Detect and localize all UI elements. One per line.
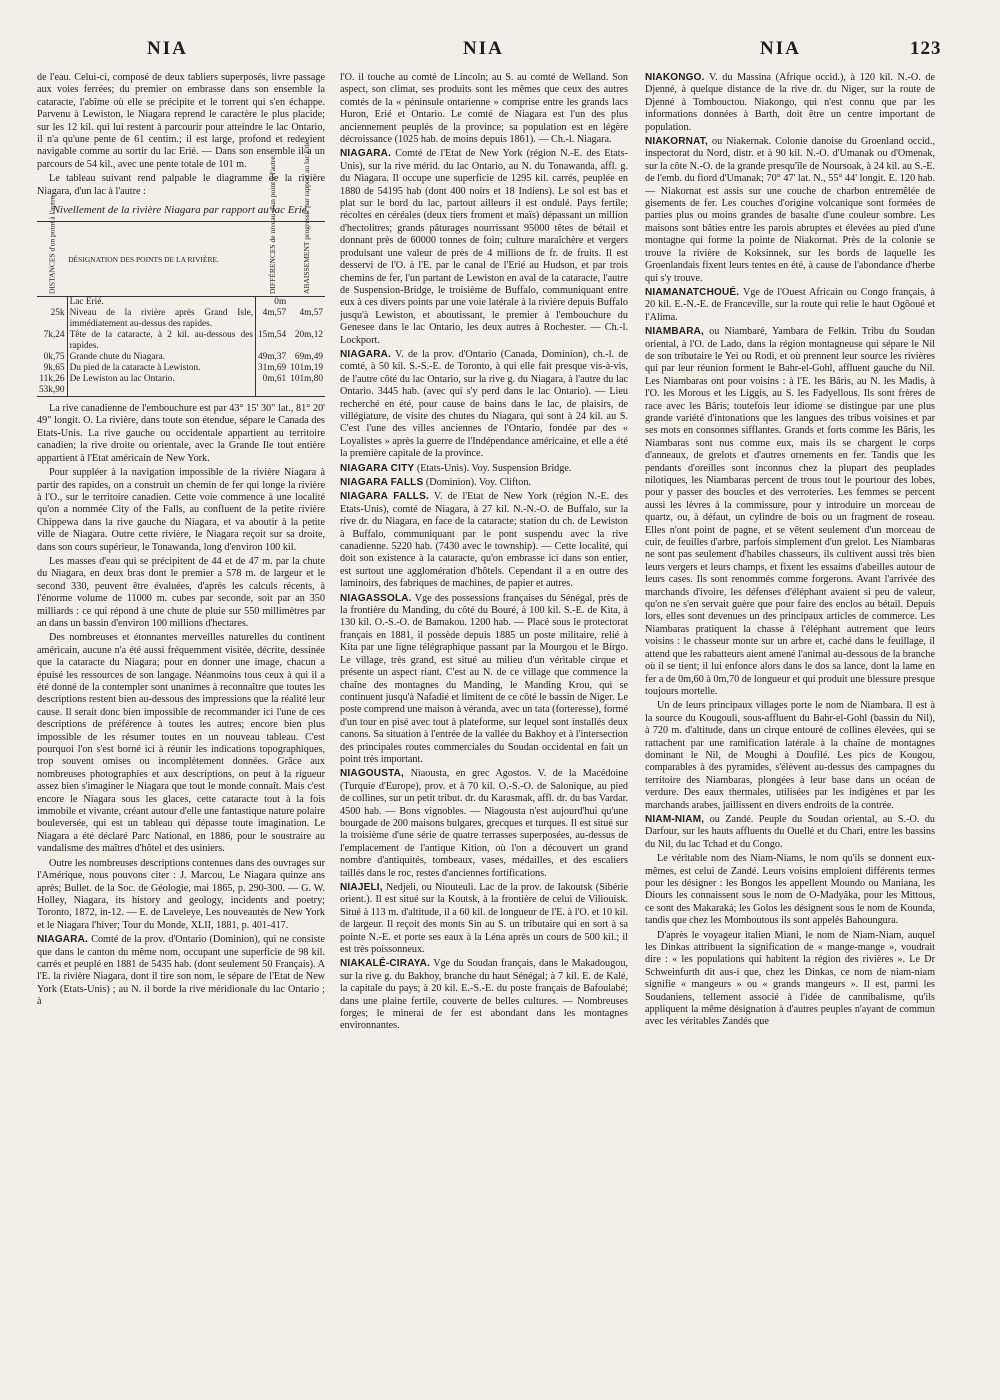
- paragraph: Un de leurs principaux villages porte le nom de Niambara. Il est à la source du Kougouli, sous-affluent du Bahr-el-Gohl (bassin du Nil), à 720 m. d'altitude, dans un cirque entouré de collines élevées, qui se rattachent par une ramification latérale à la chaîne de montagnes dominant le Nil, de Moughi à Doufilé. Les pics de Kougou, comparables à des pyramides, s'élèvent au-dessus des campagnes du territoire des Niambaras, plongées à leur base dans un océan de verdure. Des eaux thermales, utilisées par les indigènes et par les marchands arabes, jaillissent en divers endroits de la contrée.: [645, 700, 935, 811]
- table-cell: [67, 385, 255, 397]
- entry-text: ou Niambaré, Yambara de Felkin. Tribu du Soudan oriental, à l'O. de Lado, dans la région montagneuse qui sépare le Nil de son tributaire le Yei ou Rodi, et où prennent leur source les rivières qui par leur réunion forment le Bahr-el-Gohl, affluent gauche du Nil. Les Niambaras ont pour voisins : à l'E. les Bâris, au N. les Madis, à l'O. les Morous et les Liggis, au S. les Fadyellous. Ils sont frères de race avec les Bâris; toutefois leur idiome se distingue par une plus grande variété d'intonations que les langues des tribus voisines et par ses mots en consonnes sifflantes. Grands et forts comme les Bâris, les Niambaras sont nus comme eux, mais ils se chargent le corps d'anneaux, de grelots et d'autres ornements en fer. Tandis que les pendants d'oreilles sont inconnus chez la plupart des peuplades nilotiques, les Niambaras percent de trous tout le pourtour des lobes, pour y passer des boucles et des verroteries. Les femmes se percent aussi les lèvres à la commissure, pour y introduire un morceau de quartz, ou, à défaut, un cylindre de bois ou un fragment de roseau. Elles n'ont point de pagne, et se vêtent seulement d'un morceau de cuir, de feuilles d'arbre, parfois simplement d'un grelot. Les Niambaras ne sont pas seulement d'habiles chasseurs, ils cultivent aussi très bien leurs vergers et leurs champs, et fixent les essaims d'abeilles autour de leurs cases. Ils sont renommés comme forgerons. Avant l'arrivée des marchands d'ivoire, les défenses d'éléphant avaient si peu de valeur, qu'on ne s'en servait guère que pour faire des enclos au bétail. Depuis lors, elles sont devenues un des principaux articles de commerce. Les Niambaras pratiquent la chasse à l'éléphant autrement que leurs voisins : le chasseur monte sur un arbre et, caché dans le feuillage, il attend que les rabatteurs aient amené l'animal au-dessous de la branche où il se tient; il lui enfonce alors dans le dos sa lance, dont la lame en fer a de 0m,60 à 0m,70 de longueur et qui produit une blessure presque toujours mortelle.: [645, 326, 935, 697]
- table-cell: 0k,75: [43, 352, 65, 363]
- table-cell: Grande chute du Niagara.: [67, 352, 255, 363]
- running-head-center: NIA: [463, 38, 504, 59]
- table-cell: [288, 385, 325, 397]
- entry-text: Comté de la prov. d'Ontario (Dominion), qui ne consiste que dans le canton du même nom, occupant une superficie de 98 kil. carrés et peuplé en 1881 de 5435 hab. (dont seulement 50 Français). A l'E. la rivière Niagara, dont il tire son nom, le sépare de l'Etat de New York (Etats-Unis) ; au N. il borde la rive méridionale du lac Ontario ; à: [37, 934, 325, 1008]
- entry: [340, 593, 628, 767]
- entry: [340, 148, 628, 347]
- table-cell: 101m,80: [290, 374, 323, 385]
- entry: [340, 349, 628, 461]
- table-title: Nivellement de la rivière Niagara par rapport au lac Erié.: [52, 204, 310, 217]
- entry: [645, 814, 935, 851]
- entry-text: ou Niakernak. Colonie danoise du Groenland occid., inspectorat du Nord, distr. et à 90 kil. N.-O. d'Umanak ou d'Omenak, sur la côte N.-O. de la grande presqu'île de Noursoak, à 24 kil. au S.-E. de l'emb. du fiord d'Umanak; 70° 47' lat. N., 55° 44' longit. E. 120 hab. — Niakornat est assis sur une couche de charbon entremêlée de gisements de fer. Les couches d'origine volcanique sont formées de parties plus ou moins grandes de basalte d'une couleur sombre. Les maisons sont bâties entre les parois abruptes et élevées au pied d'une montagne qui forme la pointe de Niakornat. Près de la colonie se trouve la rivière de Koksinnek, sur les bords de laquelle les Groenlandais fixent leurs tentes en été, à cause de l'abondance d'herbe qui s'y trouve.: [645, 136, 935, 284]
- table-cell: 20m,12: [294, 330, 323, 341]
- table-cell: 9k,65: [43, 363, 65, 374]
- entry-text: (Dominion). Voy. Clifton.: [425, 477, 531, 488]
- entry-text: Vge des possessions françaises du Sénégal, près de la frontière du Manding, du côté du Bouré, à 100 kil. S.-E. de Kita, à 130 kil. O.-S.-O. de Bamakou. 1200 hab. — Placé sous le protectorat français en 1881, il possède depuis 1885 un poste militaire, relié à Kita par une ligne télégraphique passant par la Mourgou et le Birgo. Le village, très grand, est situé au milieu d'un véritable cirque et présente un aspect riant. C'est au N. de ce village que commence la chaîne des montagnes du Manding, le Manding Krou, qui se continuent jusqu'à Nafadié et limitent de ce côté le bassin de Niger. Le poste comprend une maison à véranda, avec un tata (forteresse), formé d'un tour en pisé avec tout à plateforme, sur lequel sont installés deux canons. Sa situation à l'entrée de la vallée du Bakhoy et à l'intersection des principales routes commerciales du Soudan occidental en fait un point très important.: [340, 592, 628, 765]
- table-cell: [256, 385, 289, 397]
- entry: [645, 136, 935, 285]
- entry-headword: NIAGARA CITY: [340, 462, 415, 474]
- entry: [340, 882, 628, 956]
- entry-headword: NIAGARA FALLS.: [340, 491, 429, 503]
- entry: [340, 958, 628, 1032]
- entry-headword: NIAM-NIAM,: [645, 813, 705, 825]
- entry: [340, 768, 628, 880]
- table-cell: 0m,61: [262, 374, 287, 385]
- entry-text: Vge de l'Ouest Africain ou Congo français, à 20 kil. E.-N.-E. de Franceville, sur la route qui relie le haut Ogôoué et l'Alima.: [645, 286, 935, 323]
- entry-text: Niaousta, en grec Agostos. V. de la Macédoine (Turquie d'Europe), prov. et à 70 kil. O.-S.-O. de Salonique, au pied de collines, sur un petit tribut. dr. du Karasmak, affl. dr. du bas Vardar. 4500 hab. — Bons vignobles. — Niagousta n'est aujourd'hui qu'une bourgade de 200 maisons bulgares, grecques et turques. Il est situé sur la troisième d'une série de quatre terrasses superposées, au-dessus de l'emplacement de l'antique Kition, où l'on a découvert un grand nombre d'antiquités, tombeaux, vases, médailles, et des escaliers taillés dans le roc, restes d'anciennes fortifications.: [340, 768, 628, 879]
- entry-headword: NIAGARA.: [37, 934, 89, 946]
- entry: [645, 72, 935, 134]
- table-row: [37, 374, 325, 385]
- paragraph: de l'eau. Celui-ci, composé de deux tabliers superposés, livre passage aux voies ferrées; du premier on embrasse dans son ensemble la cataracte, l'abîme où elle se précipite et le torrent qui s'en échappe. Parvenu à Lewiston, le Niagara reprend le caractère le plus placide; sur les 12 kil. qui lui restent à parcourir pour atteindre le lac Ontario, il n'a qu'une pente de 61 centim.; il est large, profond et redevient navigable comme au sortir du lac Erié. — Dans son ensemble il a un parcours de 54 kil., avec une pente totale de 101 m.: [37, 72, 325, 170]
- table-cell: Lac Erié.: [67, 297, 255, 309]
- table-cell: 101m,19: [290, 363, 323, 374]
- table-cell: Tête de la cataracte, à 2 kil. au-dessous des rapides.: [67, 330, 255, 352]
- entry: [340, 463, 628, 475]
- entry-headword: NIAGARA.: [340, 348, 392, 360]
- entry-headword: NIAGARA.: [340, 148, 392, 160]
- entry: [340, 477, 628, 489]
- entry-headword: NIAKALÉ-CIRAYA.: [340, 958, 431, 970]
- paragraph: Le véritable nom des Niam-Niams, le nom qu'ils se donnent eux-mêmes, est celui de Zandé. Leurs voisins emploient différents termes pour les désigner : les Bongos les appellent Moundo ou Maniana, les Diours les connaissent sous le nom de O-Madyâka, pour les Mittous, ce sont des Makaraká; les Golos les désignent sous le nom de Kounda, tandis que chez les Momboutous ils sont appelés Bahoungura.: [645, 853, 935, 927]
- entry-niagara-ontario: [37, 934, 325, 1008]
- table-cell: [288, 297, 325, 309]
- table-header: DÉSIGNATION DES POINTS DE LA RIVIÈRE.: [67, 222, 255, 297]
- entry-headword: NIAGOUSTA,: [340, 768, 405, 780]
- table-row: [37, 352, 325, 363]
- entry-text: ou Zandé. Peuple du Soudan oriental, au S.-O. du Darfour, sur les hauts affluents du Ouellé et du Chari, entre les bassins du Nil, du lac Tchad et du Congo.: [645, 813, 935, 850]
- entry-text: V. du Massina (Afrique occid.), à 120 kil. N.-O. de Djenné, à quelque distance de la rive dr. du Niger, sur la route de Djenné à Tombouctou. Niakongo, qui n'est connu que par les informations données à Barth, doit être un centre important de population.: [645, 72, 935, 133]
- entry-headword: NIAMBARA,: [645, 326, 705, 338]
- paragraph: Le tableau suivant rend palpable le diagramme de la rivière Niagara, d'un lac à l'autre :: [37, 173, 325, 197]
- table-cell: Niveau de la rivière après Grand Isle, immédiatement au-dessus des rapides.: [67, 308, 255, 330]
- table-row: [37, 385, 325, 397]
- table-cell: 0m: [274, 297, 287, 308]
- table-cell: 31m,69: [258, 363, 287, 374]
- entry-headword: NIAKONGO.: [645, 72, 705, 83]
- page-number: 123: [910, 38, 942, 59]
- table-cell: 7k,24: [43, 330, 65, 341]
- table-cell: 15m,54: [258, 330, 287, 341]
- entry: [340, 491, 628, 590]
- table-cell: 4m,57: [262, 308, 287, 319]
- running-head-right: NIA: [760, 38, 801, 59]
- paragraph: Pour suppléer à la navigation impossible de la rivière Niagara à partir des rapides, on a construit un chemin de fer qui longe la rivière à l'O., sur le territoire canadien. Cette voie commence à une localité qu'on a nommée City of the Falls, au confluent de la petite rivière Chippewa dans la rive gauche du Niagara, et va aboutir à la petite ville de Niagara. Outre cette rivière, le Niagara reçoit sur sa droite, dans son cours supérieur, le Tonawanda, long d'environ 100 kil.: [37, 467, 325, 553]
- table-cell: 4m,57: [299, 308, 323, 319]
- entry-headword: NIAGASSOLA.: [340, 592, 412, 604]
- table-row: [37, 308, 325, 330]
- running-head-left: NIA: [147, 38, 188, 59]
- paragraph: Outre les nombreuses descriptions contenues dans des ouvrages sur l'Amérique, nous pouvons citer : J. Marcou, Le Niagara quinze ans après; Bullet. de la Soc. de Géologie, mai 1865, p. 290-300. — G. W. Holley, Niagara, its history and geology, incidents and poetry; Toronto, 1872, in-12. — E. de Laveleye, Les nouveautés de New York et le Niagara l'hiver; Tour du Monde, XLII, 1881, p. 401-417.: [37, 857, 325, 931]
- entry: [645, 326, 935, 698]
- table-row: [37, 363, 325, 374]
- paragraph: D'après le voyageur italien Miani, le nom de Niam-Niam, auquel les Dinkas attribuent la signification de « mange-mange », voudrait dire : « les populations qui habitent la région des rivières ». Le Dr Schweinfurth dit aus-i que, chez les Dinkas, ce nom de niam-niam signifie « mangeurs » ou « grands mangeurs ». Il est, parmi les Soudaniens, tellement associé à l'idée de cannibalisme, qu'ils appliquent la même désignation à d'autres peuples n'ayant de commun avec les véritables Zandés que: [645, 929, 935, 1028]
- entry-text: Vge du Soudan français, dans le Makadougou, sur la rive g. du Bakhoy, branche du haut Sénégal; à 7 kil. E. de Kalé, la capitale du pays; à 20 kil. E.-S.-E. du poste français de Bafoulabé; dans une plaine fertile, couverte de belles cultures. — Nombreuses forges; le minerai de fer est abondant dans les montagnes environnantes.: [340, 958, 628, 1032]
- entry-headword: NIAKORNAT,: [645, 136, 708, 148]
- entry-text: V. de l'Etat de New York (région N.-E. des Etats-Unis), comté de Niagara, à 27 kil. N.-N.-O. de Buffalo, sur la rive dr. du Niagara, en face de la cataracte; station du ch. de Lewiston à Buffalo, communiquant par le pont suspendu avec la rive canadienne. 5220 hab. (7430 avec le township). — Cette localité, qui doit son existence à la cataracte, qu'on embrasse ici dans son entier, est surtout une agglomération d'hôtels. Cependant il a en outre des laminoirs, des fabriques de machines, de papier et autres.: [340, 491, 628, 590]
- table-cell: De Lewiston au lac Ontario.: [67, 374, 255, 385]
- column-1: [37, 72, 325, 1372]
- table-cell: Du pied de la cataracte à Lewiston.: [67, 363, 255, 374]
- entry: [645, 287, 935, 324]
- paragraph: La rive canadienne de l'embouchure est par 43° 15' 30" lat., 81° 20' 49" longit. O. La rivière, dans toute son étendue, sépare le Canada des Etats-Unis. La rive gauche ou occidentale appartient au territoire canadien; la rive droite ou orientale, avec la Grande Ile tout entière appartient à l'Etat américain de New York.: [37, 403, 325, 464]
- entry-text: Comté de l'Etat de New York (région N.-E. des Etats-Unis), sur la rive mérid. du lac Ontario, au N. du Tonawanda, affl. g. du Niagara. Il occupe une superficie de 1295 kil. carrés, peuplée en 1880 de 54195 hab (dont 400 noirs et 18 Indiens). Le sol est bas et plat sur le bord du lac, partout ailleurs il est ondulé. Pays fertile; récoltes en céréales (deux tiers froment et maïs) dépassant un million d'hectolitres; grands pâturages nourrissant 95000 têtes de bétail et donnant près de 60000 tonnes de foin; culture maraîchère et vergers produisant une valeur de près de 4 millions de fr. de fruits. Il est desservi de l'O. à l'E. par le canal de l'Erié au Hudson, et par trois chemins de fer, l'un partant de Lewiston en aval de la cataracte, l'autre de Suspension-Bridge, le troisième de Buffalo, communiquant entre eux à ces divers points par une voie latérale à la rivière depuis Buffalo jusqu'à Lewiston, et aboutissant, le premier à l'embouchure du Genesee dans le lac Ontario, les deux autres à Rochester. — Ch.-l. Lockport.: [340, 148, 628, 346]
- table-cell: 11k,26: [39, 374, 65, 385]
- column-2: [340, 72, 628, 1372]
- table-header: DISTANCES d'un point à l'autre.: [37, 222, 67, 297]
- table-row: [37, 330, 325, 352]
- table-cell: 25k: [50, 308, 65, 319]
- table-cell: 53k,90: [37, 385, 67, 397]
- table-cell: 49m,37: [258, 352, 287, 363]
- table-header: DIFFÉRENCES de niveau d'un point à l'autre.: [256, 222, 289, 297]
- table-header: ABAISSEMENT progressif par rapport au lac Erié.: [288, 222, 325, 297]
- entry-text: V. de la prov. d'Ontario (Canada, Dominion), ch.-l. de comté, à 50 kil. S.-S.-E. de Toronto, à qui elle fait presque vis-à-vis, de l'autre côté du lac Ontario, sur la rive g. du Niagara, à l'autre du lac Ontario. 3445 hab. (avec qui s'y perd dans le lac Ontario). — Lieu recherché en été, pour cause de bains dans le lac, de plaisirs, de villégiature, de visite des chutes du Niagara, qui sont à 24 kil. au S. C'est l'une des villes anciennes de l'Ontario, fondée par des « Loyalistes » après la guerre de l'Indépendance américaine, et elle a été la première capitale de la province.: [340, 348, 628, 460]
- paragraph: Des nombreuses et étonnantes merveilles naturelles du continent américain, aucune n'a été aussi fréquemment visitée, décrite, dessinée que la cataracte du Niagara; pour en donner une image, chacun a épuisé les ressources de son langage. Néanmoins tous ceux à qui il a été donné de la contempler sont unanimes à reconnaître que toutes les descriptions restent bien au-dessous des impressions que la réalité leur cause. Il serait donc bien impossible de recommander ici l'une de ces descriptions de préférence à toutes les autres; encore bien plus impossible de les résumer toutes en un nouveau tableau. C'est pourquoi l'on s'est borné ici à réunir les indications topographiques, trop souvent omises ou incomplètement données. Grâce aux nombreuses photographies et aux descriptions, on peut à la rigueur assez bien s'imaginer le Niagara que tout le monde connaît. Mais c'est encore le Niagara sous les glaces, cette cataracte tout à la fois immobile et vivante, créant autour d'elle une fantastique nature polaire bouleversée, qui est un tableau qui dépasse toute imagination. Le Niagara a été déclaré Parc National, en 1886, pour le soustraire au vandalisme des maîtres d'hôtel et des usiniers.: [37, 632, 325, 855]
- table-row: [37, 297, 325, 309]
- paragraph: l'O. il touche au comté de Lincoln; au S. au comté de Welland. Son aspect, son climat, ses produits sont les mêmes que ceux des autres comtés de la « péninsule ontarienne » comprise entre les grands lacs Huron, Erié et Ontario. Le comté de Niagara est l'un des plus anciennement peuplés de la province; sa population est en légère décroissance (1025 hab. de moins depuis 1861). — Ch.-l. Niagara.: [340, 72, 628, 146]
- table-cell: [37, 297, 67, 309]
- entry-headword: NIAGARA FALLS: [340, 477, 424, 488]
- entry-headword: NIAJELI,: [340, 882, 383, 893]
- entry-text: (Etats-Unis). Voy. Suspension Bridge.: [416, 462, 572, 474]
- entry-text: Nedjeli, ou Niouteuli. Lac de la prov. de Iakoutsk (Sibérie orient.). Il est situé sur la Koutsk, à la frontière de celui de Viliouisk. Situé à 113 m. d'altitude, il a 60 kil. de longueur de l'E. à l'O. et 10 kil. de largeur. Il reçoit des monts Sin au S. un tributaire qui en sort à sa pointe N.-E. et porte ses eaux à la Léna après un cours de 500 kil.; il est très poissonneux.: [340, 882, 628, 956]
- paragraph: Les masses d'eau qui se précipitent de 44 et de 47 m. par la chute du Niagara, en deux bras dont le premier a 578 m. de largeur et le second 330, peuvent être évaluées, d'après les calculs récents, à l'énorme volume de 11000 m. cubes par seconde, soit par an 350 milliards : ce qui répond à une chute de pluie sur 550 millimètres par an dans un bassin d'environ 100 millions d'hectares.: [37, 555, 325, 629]
- column-3: [645, 72, 935, 1372]
- table-cell: 69m,49: [294, 352, 323, 363]
- entry-headword: NIAMANATCHOUÉ.: [645, 286, 740, 298]
